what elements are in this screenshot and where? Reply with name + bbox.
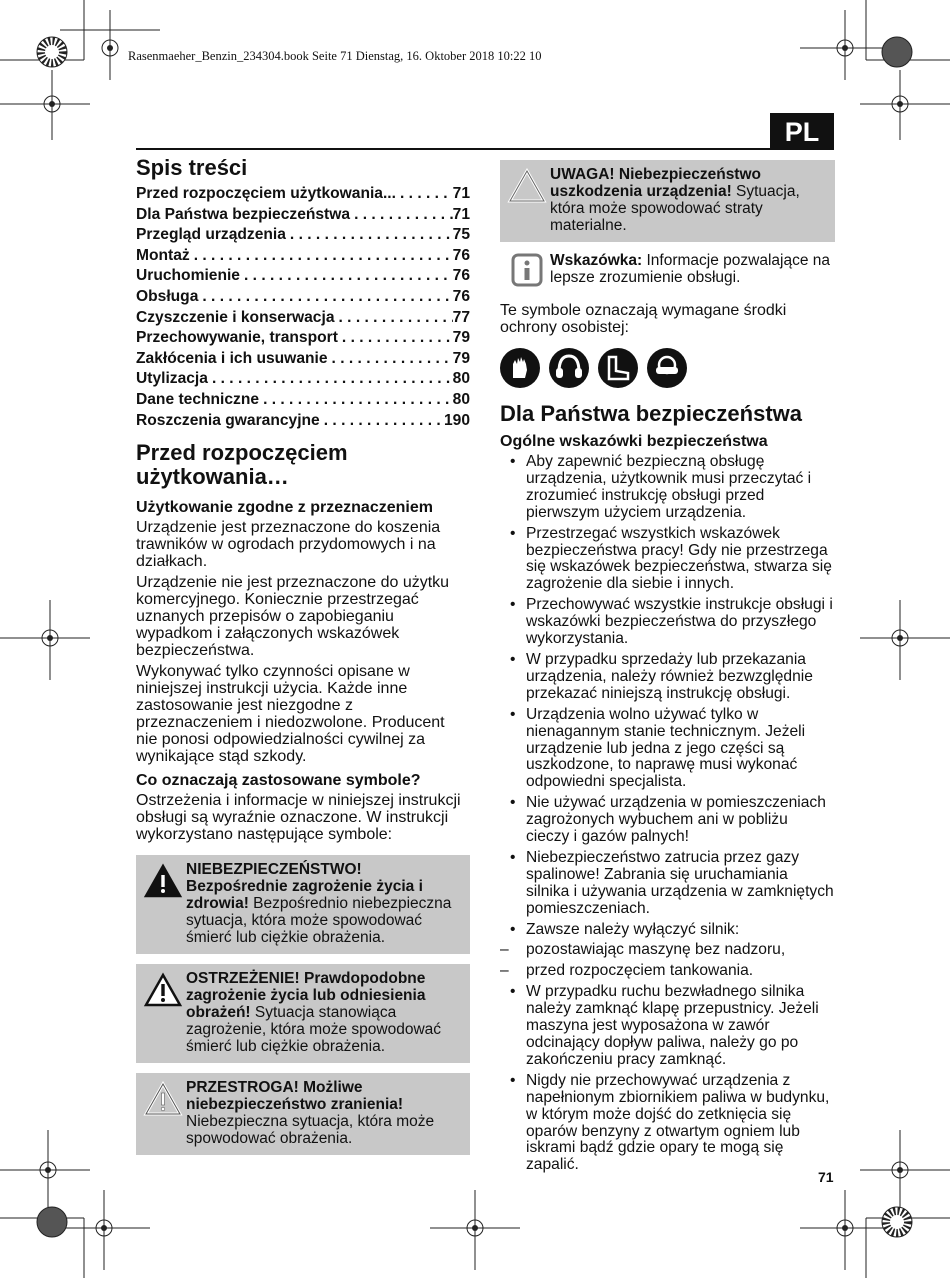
left-column	[136, 156, 470, 1165]
toc-entry-title: Przegląd urządzenia	[136, 226, 286, 244]
safety-list	[500, 454, 835, 1174]
safety-boots-icon	[598, 348, 638, 388]
danger-triangle-icon	[140, 861, 186, 946]
toc-entry-page: 190	[443, 411, 470, 429]
toc-entry	[136, 246, 470, 267]
toc-entry-page: 71	[452, 205, 470, 223]
ppe-icons	[500, 348, 835, 388]
intro-title: Przed rozpoczęciem użytkowania…	[136, 440, 348, 490]
intended-use-heading: Użytkowanie zgodne z przeznaczeniem	[136, 499, 433, 517]
toc-leader	[320, 411, 444, 432]
list-item	[500, 707, 835, 792]
sub-list	[500, 942, 835, 980]
list-item	[500, 795, 835, 846]
toc-leader	[396, 184, 453, 205]
toc-leader	[338, 328, 453, 349]
toc-entry-title: Uruchomienie	[136, 267, 240, 285]
toc-title: Spis treści	[136, 155, 248, 180]
toc-entry	[136, 308, 470, 329]
toc-entry	[136, 369, 470, 390]
paragraph: Urządzenie nie jest przeznaczone do użytku komercyjnego. Koniecznie przestrzegać uznanych przepisów o zapobieganiu wypadkom i załączonych wskazówek bezpieczeństwa.	[136, 574, 450, 660]
toc-entry-title: Utylizacja	[136, 370, 208, 388]
paragraph: Urządzenie jest przeznaczone do koszenia trawników w ogrodach przydomowych i na działkach.	[136, 519, 441, 571]
warning-text: Niebezpieczna sytuacja, która może spowodować obrażenia.	[186, 1113, 435, 1148]
toc-entry	[136, 266, 470, 287]
sub-list-item: – przed rozpoczęciem tankowania.	[500, 963, 835, 980]
warning-bold: PRZESTROGA! Możliwe niebezpieczeństwo zranienia!	[186, 1079, 404, 1114]
list-item-text: W przypadku sprzedaży lub przekazania urządzenia, należy również bezwzględnie przekazać niniejszą instrukcję obsługi.	[526, 650, 813, 702]
toc-entry-page: 71	[452, 185, 470, 202]
list-item-text: Przestrzegać wszystkich wskazówek bezpieczeństwa pracy! Gdy nie przestrzega się wskazówek bezpieczeństwa, stwarza się zagrożenie dla siebie i innych.	[526, 524, 832, 593]
list-item-text: Przechowywać wszystkie instrukcje obsługi i wskazówki bezpieczeństwa do przyszłego wykorzystania.	[526, 596, 833, 648]
gloves-icon	[500, 348, 540, 388]
safety-title: Dla Państwa bezpieczeństwa	[500, 401, 802, 426]
page-number: 71	[818, 1169, 834, 1185]
toc-entry	[136, 225, 470, 246]
notice-triangle-icon	[504, 166, 550, 234]
warning-box	[136, 964, 470, 1063]
list-item	[500, 922, 835, 981]
list-item	[500, 454, 835, 522]
warning-text: Sytuacja stanowiąca zagrożenie, która może spowodować śmierć lub ciężkie obrażenia.	[186, 1004, 442, 1056]
toc-entry	[136, 390, 470, 411]
toc-entry-page: 77	[452, 308, 470, 326]
toc-entry	[136, 287, 470, 308]
hint-box	[500, 246, 835, 288]
toc-leader	[240, 266, 453, 287]
notice-box	[500, 160, 835, 242]
toc-entry-page: 76	[452, 267, 470, 285]
toc-leader	[208, 369, 453, 390]
ppe-text: Te symbole oznaczają wymagane środki ochrony osobistej:	[500, 302, 787, 336]
list-item	[500, 526, 835, 594]
caution-triangle-icon	[140, 1079, 186, 1147]
toc-entry-page: 80	[452, 370, 470, 388]
toc-entry-title: Obsługa	[136, 287, 199, 305]
warning-box	[136, 1073, 470, 1155]
toc-entry-title: Czyszczenie i konserwacja	[136, 308, 335, 326]
list-item	[500, 850, 835, 918]
toc-entry-title: Przechowywanie, transport	[136, 329, 338, 347]
list-item-text: Urządzenia wolno używać tylko w nienagannym stanie technicznym. Jeżeli urządzenie lub jedna z jego części są uszkodzone, to naprawę musi wykonać odpowiedni specjalista.	[526, 705, 806, 791]
symbols-heading: Co oznaczają zastosowane symbole?	[136, 772, 421, 790]
paragraph: Wykonywać tylko czynności opisane w niniejszej instrukcji użycia. Każde inne zastosowanie jest niezgodne z przeznaczeniem i niedozwolone. Producent nie ponosi odpowiedzialności cywilnej za wynikające stąd szkody.	[136, 663, 445, 766]
table-of-contents	[136, 184, 470, 431]
toc-entry	[136, 411, 470, 432]
toc-entry	[136, 328, 470, 349]
list-item-text: Zawsze należy wyłączyć silnik:	[526, 920, 740, 938]
toc-entry	[136, 184, 470, 205]
right-column	[500, 160, 835, 1178]
toc-entry-title: Dla Państwa bezpieczeństwa	[136, 205, 351, 223]
list-item: • Nigdy nie przechowywać urządzenia z napełnionym zbiornikiem paliwa w budynku, w którym może dojść do zetknięcia się oparów benzyny z otwartym ogniem lub iskrami bądź gdzie opary te mogą się zapalić.	[500, 1073, 835, 1174]
toc-entry-title: Zakłócenia i ich usuwanie	[136, 349, 328, 367]
list-item-text: Niebezpieczeństwo zatrucia przez gazy spalinowe! Zabrania się uruchamiania silnika i używania urządzenia w zamkniętych pomieszczeniach.	[526, 848, 834, 917]
safety-subtitle: Ogólne wskazówki bezpieczeństwa	[500, 433, 768, 450]
sub-list-item: – pozostawiając maszynę bez nadzoru,	[500, 942, 835, 959]
warning-triangle-icon	[140, 970, 186, 1055]
toc-entry-title: Dane techniczne	[136, 390, 260, 408]
notice-bold: UWAGA! Niebezpieczeństwo uszkodzenia urządzenia!	[550, 166, 761, 200]
toc-leader	[350, 205, 453, 226]
toc-entry	[136, 349, 470, 370]
info-icon	[504, 252, 550, 288]
toc-entry-title: Montaż	[136, 246, 190, 264]
warning-text: Bezpośrednio niebezpieczna sytuacja, która może spowodować śmierć lub ciężkie obrażenia.	[186, 895, 452, 947]
print-header-line: Rasenmaeher_Benzin_234304.book Seite 71 Dienstag, 16. Oktober 2018 10:22 10	[128, 49, 542, 63]
toc-leader	[328, 349, 453, 370]
ear-protection-icon	[549, 348, 589, 388]
warning-bold: OSTRZEŻENIE! Prawdopodobne zagrożenie życia lub odniesienia obrażeń!	[186, 970, 426, 1022]
toc-leader	[259, 390, 453, 411]
list-item	[500, 597, 835, 648]
toc-leader	[190, 246, 453, 267]
list-item: • W przypadku ruchu bezwładnego silnika należy zamknąć klapę przepustnicy. Jeżeli maszyna jest wyposażona w zawór odcinający dopływ paliwa, należy go po zakończeniu pracy zamknąć.	[500, 984, 835, 1069]
toc-entry-title: Roszczenia gwarancyjne	[136, 411, 320, 429]
warning-boxes	[136, 855, 470, 1155]
list-item-text: Aby zapewnić bezpieczną obsługę urządzenia, użytkownik musi przeczytać i zrozumieć instrukcję obsługi przed pierwszym użyciem urządzenia.	[526, 453, 812, 521]
notice-text: Sytuacja, która może spowodować straty materialne.	[550, 183, 800, 234]
toc-entry-page: 79	[452, 349, 470, 367]
hint-text: Informacje pozwalające na lepsze zrozumienie obsługi.	[550, 252, 830, 286]
toc-entry-page: 76	[452, 287, 470, 305]
toc-leader	[198, 287, 452, 308]
eye-protection-icon	[647, 348, 687, 388]
list-item-text: Nie używać urządzenia w pomieszczeniach zagrożonych wybuchem ani w pobliżu cieczy i gazów palnych!	[526, 794, 826, 846]
toc-entry	[136, 205, 470, 226]
toc-leader	[286, 225, 453, 246]
paragraph: Ostrzeżenia i informacje w niniejszej instrukcji obsługi są wyraźnie oznaczone. W instrukcji wykorzystano następujące symbole:	[136, 792, 461, 844]
toc-leader	[335, 308, 453, 329]
warning-bold: NIEBEZPIECZEŃSTWO! Bezpośrednie zagrożenie życia i zdrowia!	[186, 861, 423, 913]
warning-box	[136, 855, 470, 954]
header-rule	[136, 148, 834, 150]
list-item	[500, 652, 835, 703]
toc-entry-page: 79	[452, 329, 470, 347]
toc-entry-page: 76	[452, 246, 470, 264]
toc-entry-page: 80	[452, 390, 470, 408]
toc-entry-page: 75	[452, 226, 470, 244]
toc-entry-title: Przed rozpoczęciem użytkowania...	[136, 185, 396, 202]
language-tab: PL	[770, 113, 834, 149]
hint-bold: Wskazówka:	[550, 252, 643, 269]
